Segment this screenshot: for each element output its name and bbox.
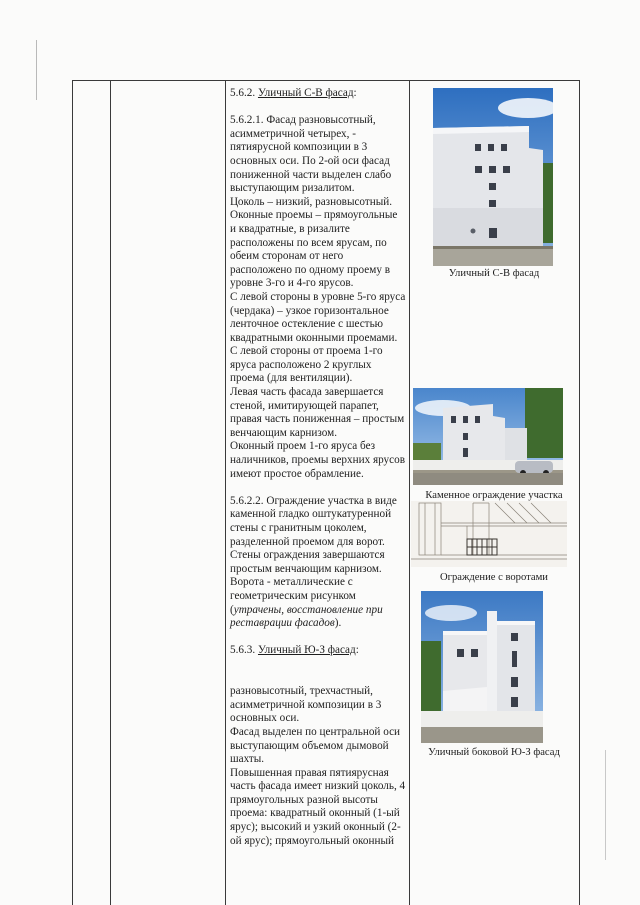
colon: :	[353, 87, 357, 99]
photo-caption: Уличный С-В фасад	[448, 268, 540, 279]
drawing-fence-gates	[411, 501, 567, 567]
paragraph: Фасад выделен по центральной оси выступающим объемом дымовой шахты.	[230, 725, 401, 766]
paragraph: 5.6.2.2. Ограждение участка в виде каменной гладко оштукатуренной стены с гранитным цоколем, разделенной проемом для ворот.	[230, 494, 397, 548]
scan-edge-line	[36, 40, 37, 100]
gate-text-end: ).	[334, 617, 342, 630]
photo-ne-facade	[433, 88, 553, 266]
section-number: 5.6.3.	[230, 644, 256, 657]
paragraph: Повышенная правая пятиярусная часть фасада имеет низкий цоколь, 4 прямоугольных разной высоты проема: квадратный оконный (1-ый ярус); высокий и узкий оконный (2-ой ярус); прямоугольный оконный	[230, 766, 406, 847]
column-divider	[110, 81, 111, 905]
section-title: Уличный Ю-З фасад	[257, 644, 356, 657]
photo-stone-fence	[413, 388, 563, 485]
paragraph: С левой стороны от проема 1-го яруса расположено 2 круглых проема (для вентиляции).	[230, 345, 383, 385]
paragraph: Оконный проем 1-го яруса без наличников, проемы верхних ярусов имеют простое обрамление.	[230, 440, 405, 480]
photo-sw-facade	[421, 591, 543, 743]
section-heading-5-6-3	[230, 644, 406, 658]
paragraph: Оконные проемы – прямоугольные и квадратные, в ризалите расположены по всем ярусам, по обеим сторонам от него расположено по одному проему в уровне 3-го и 4-го ярусов.	[230, 209, 398, 290]
document-table	[72, 80, 580, 905]
photo-caption: Каменное ограждение участка	[425, 490, 563, 501]
paragraph: Стены ограждения завершаются простым венчающим карнизом.	[230, 549, 385, 575]
column-divider	[225, 81, 226, 905]
scan-edge-line	[605, 750, 606, 860]
section-number: 5.6.2.	[230, 87, 256, 99]
paragraph: С левой стороны в уровне 5-го яруса (чердака) – узкое горизонтальное ленточное остекление с шестью квадратными оконными проемами.	[230, 290, 406, 344]
colon: :	[355, 644, 359, 657]
photo-caption: Уличный боковой Ю-З фасад	[428, 747, 560, 758]
description-column	[230, 87, 406, 848]
section-title: Уличный С-В фасад	[257, 87, 354, 99]
gate-note: утрачены, восстановление при реставрации фасадов	[230, 603, 383, 630]
paragraph: разновысотный, трехчастный, асимметричной композиции в 3 основных оси.	[230, 685, 382, 725]
paragraph: Левая часть фасада завершается стеной, имитирующей парапет, правая часть пониженная – простым венчающим карнизом.	[230, 386, 405, 439]
section-heading-5-6-2	[230, 87, 406, 101]
paragraph: Цоколь – низкий, разновысотный.	[230, 195, 393, 208]
paragraph	[230, 576, 406, 630]
gate-text: Ворота - металлические с геометрическим рисунком (	[230, 576, 356, 616]
paragraph: 5.6.2.1. Фасад разновысотный, асимметричной четырех, - пятиярусной композиции в 3 основных оси. По 2-ой оси фасад пониженной части выделен слабо выступающим ризалитом.	[230, 114, 392, 195]
photo-caption: Ограждение с воротами	[440, 572, 548, 583]
